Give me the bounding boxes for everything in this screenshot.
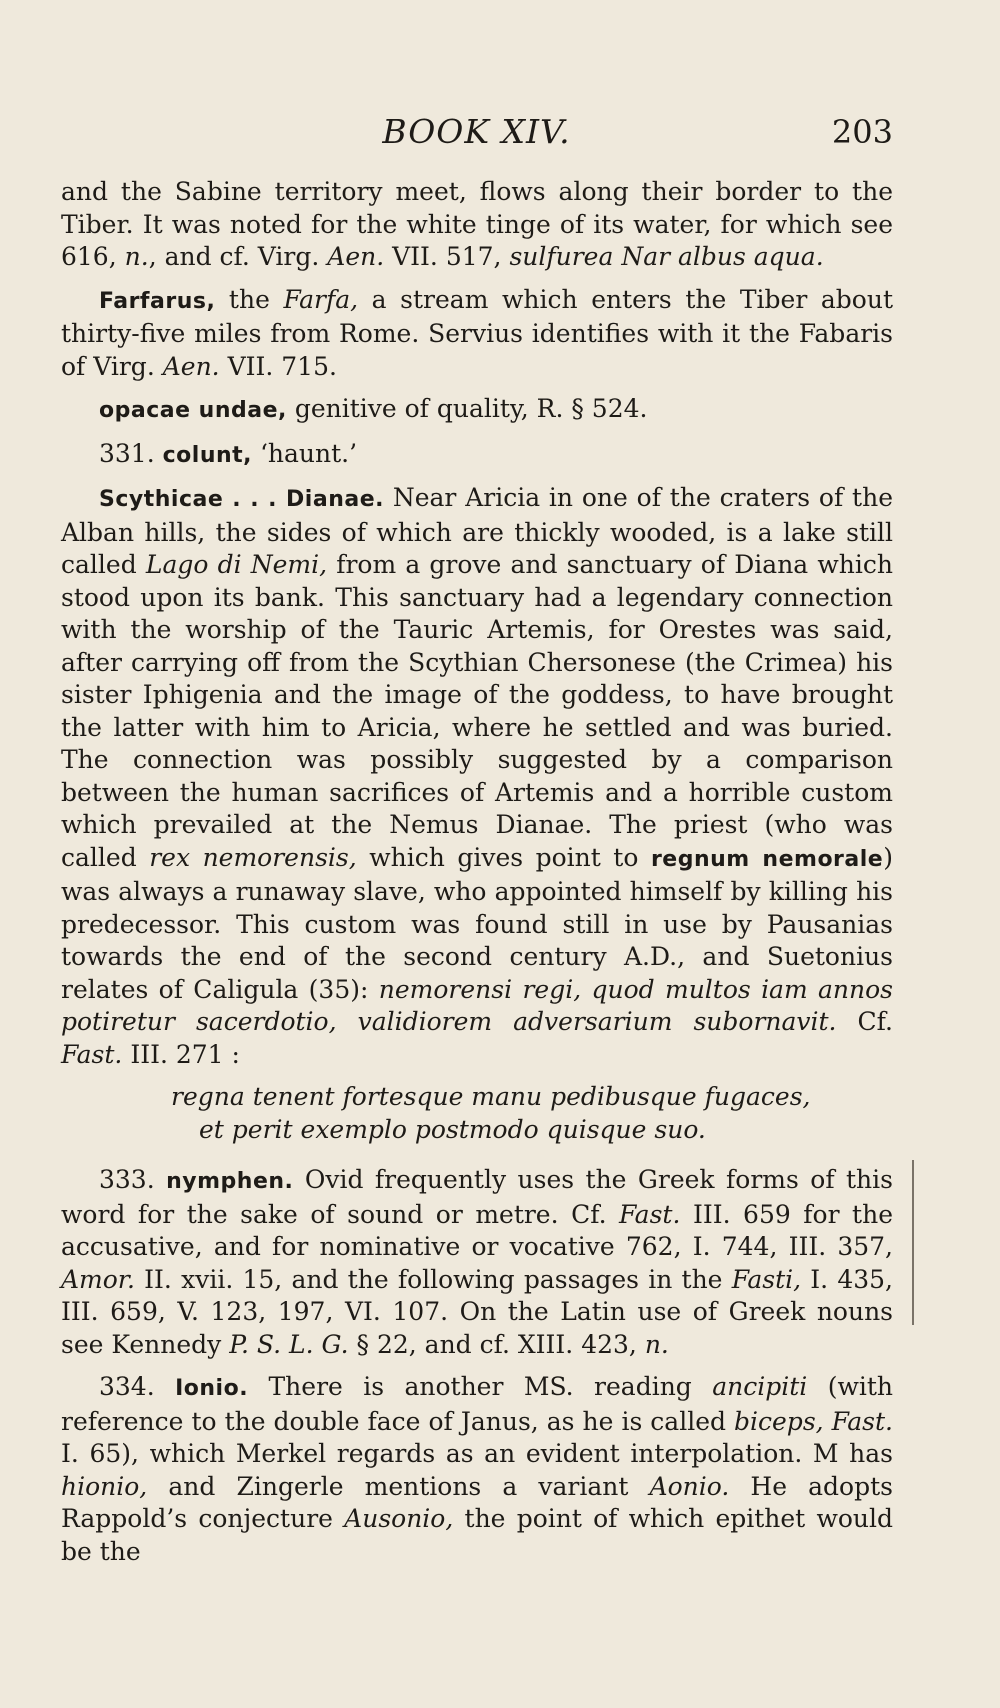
- text-run-italic: sulfurea Nar albus aqua.: [509, 242, 824, 271]
- text-run: the point of which epithet would be the: [61, 1504, 893, 1566]
- text-run: III. 659 for the accusative, and for nominative or vocative 762, I. 744, III. 357,: [61, 1199, 893, 1261]
- text-run: III. 271 :: [122, 1039, 240, 1069]
- text-run-italic: P. S. L. G.: [229, 1329, 349, 1359]
- text-run: VII. 715.: [219, 351, 337, 381]
- text-run-italic: hionio,: [61, 1471, 148, 1501]
- text-run-italic: Lago di Nemi,: [145, 550, 328, 579]
- text-run-italic: n.: [124, 242, 149, 271]
- text-run-italic: ancipiti: [712, 1372, 808, 1401]
- text-run: He adopts Rappold’s conjecture: [61, 1471, 893, 1533]
- page-header: [61, 112, 893, 176]
- text-run: a stream which enters the Tiber about thirty-five miles from Rome. Servius identifies with it the Fabaris of Virg.: [61, 284, 893, 381]
- lemma: Farfarus,: [99, 288, 216, 314]
- line-number: 331.: [99, 438, 155, 468]
- verse-quotation: [61, 1081, 893, 1146]
- text-run: , and cf. Virg.: [148, 242, 328, 271]
- text-run: I. 65), which Merkel regards as an evident interpolation. M has: [61, 1439, 893, 1468]
- lemma: nymphen.: [166, 1169, 294, 1194]
- note-333: [61, 1164, 893, 1361]
- text-run: the: [215, 284, 284, 314]
- note-331: [61, 438, 893, 473]
- text-run-italic: Aen.: [162, 351, 220, 381]
- text-run-italic: biceps, Fast.: [734, 1406, 893, 1436]
- text-run: § 22, and cf. XIII. 423,: [348, 1329, 645, 1359]
- text-run: I. 435, III. 659, V. 123, 197, VI. 107. On the Latin use of Greek nouns see Kennedy: [61, 1264, 893, 1359]
- text-run: Ovid frequently uses the Greek forms of this word for the sake of sound or metre. Cf.: [61, 1165, 893, 1229]
- lemma: Ionio.: [175, 1376, 249, 1401]
- text-run: VII. 517,: [384, 242, 510, 271]
- line-number: 333.: [99, 1165, 155, 1194]
- text-run-italic: Farfa,: [283, 284, 359, 314]
- paragraph-continuation: [61, 176, 893, 274]
- page-number: 203: [831, 113, 893, 151]
- text-run-italic: Fasti,: [731, 1264, 802, 1294]
- text-run-italic: Fast.: [619, 1199, 681, 1229]
- text-run-italic: rex nemorensis,: [149, 842, 357, 872]
- text-run: and the Sabine territory meet, flows along their border to the Tiber. It was noted for the white tinge of its water, for which see 616,: [61, 177, 893, 271]
- text-run-italic: Aonio.: [649, 1471, 730, 1501]
- note-334: [61, 1371, 893, 1568]
- text-run-italic: Aen.: [327, 242, 385, 271]
- text-run-italic: Fast.: [61, 1039, 123, 1069]
- text-run-italic: Amor.: [61, 1264, 135, 1294]
- running-title: BOOK XIV.: [382, 112, 571, 151]
- verse-line: regna tenent fortesque manu pedibusque fugaces,: [171, 1082, 811, 1111]
- note-scythicae-dianae: [61, 482, 893, 1071]
- lemma: opacae undae,: [99, 398, 287, 423]
- text-run: which gives point to: [356, 842, 651, 872]
- text-run: There is another MS. reading: [248, 1372, 713, 1401]
- text-run: (with reference to the double face of Janus, as he is called: [61, 1372, 893, 1436]
- text-run: Near Aricia in one of the craters of the Alban hills, the sides of which are thickly wooded, is a lake still called: [61, 483, 893, 579]
- text-run: ‘haunt.’: [252, 438, 358, 468]
- text-run: and Zingerle mentions a variant: [147, 1471, 650, 1501]
- note-opacae-undae: [61, 393, 893, 428]
- commentary-text: [61, 176, 893, 1568]
- text-run-italic: n.: [644, 1329, 669, 1359]
- text-run: ) was always a runaway slave, who appointed himself by killing his predecessor. This custom was found still in use by Pausanias towards the end of the second century A.D., and Suetonius relates of Caligula (35):: [61, 842, 893, 1004]
- margin-bracket-mark: [908, 1160, 914, 1325]
- lemma: regnum nemorale: [650, 846, 884, 872]
- lemma: colunt,: [162, 442, 253, 468]
- note-farfarus: [61, 284, 893, 384]
- text-run-italic: nemorensi regi, quod multos iam annos potiretur sacerdotio, validiorem adversarium subornavit.: [61, 974, 894, 1036]
- line-number: 334.: [99, 1372, 155, 1401]
- text-run: Cf.: [836, 1007, 893, 1036]
- lemma: Scythicae . . . Dianae.: [99, 487, 384, 512]
- text-run: II. xvii. 15, and the following passages in the: [134, 1264, 732, 1294]
- text-run-italic: Ausonio,: [344, 1504, 454, 1533]
- text-run: from a grove and sanctuary of Diana which stood upon its bank. This sanctuary had a legendary connection with the worship of the Tauric Artemis, for Orestes was said, after carrying off from the Scythian Chersonese (the Crimea) his sister Iphigenia and the image of the goddess, to have brought the latter with him to Aricia, where he settled and was buried. The connection was possibly suggested by a comparison between the human sacrifices of Artemis and a horrible custom which prevailed at the Nemus Dianae. The priest (who was called: [61, 550, 893, 872]
- verse-line: et perit exemplo postmodo quisque suo.: [199, 1114, 706, 1144]
- text-run: genitive of quality, R. § 524.: [286, 394, 648, 423]
